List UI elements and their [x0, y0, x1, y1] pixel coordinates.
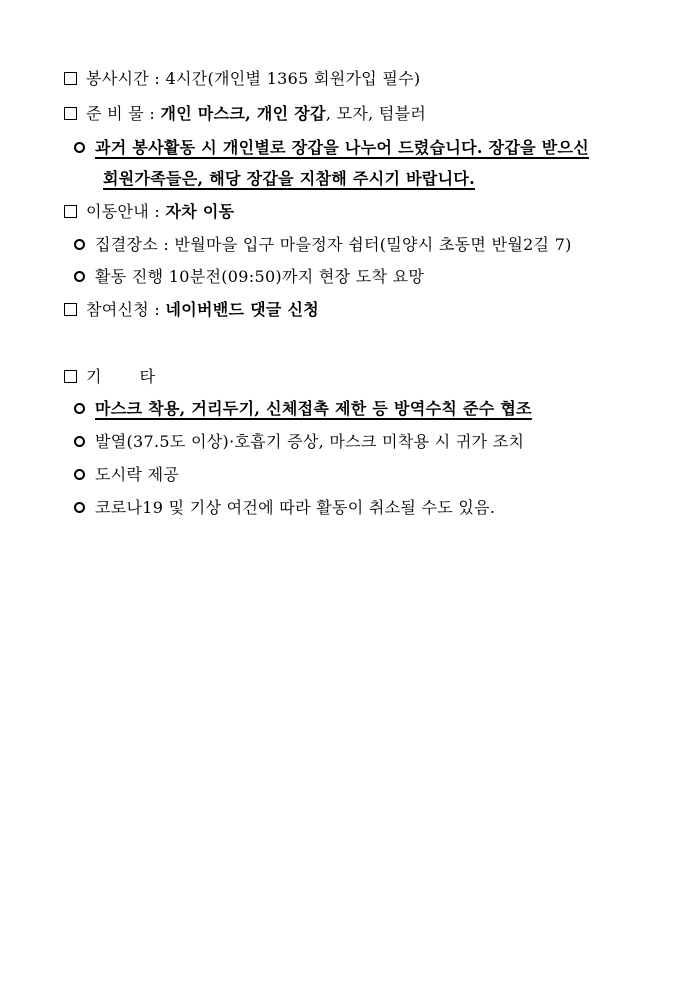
preparation-line [64, 103, 426, 125]
transport-label: 이동안내 : [86, 202, 166, 221]
preparation-other-items: , 모자, 텀블러 [325, 104, 427, 123]
circle-bullet-icon [74, 239, 85, 250]
circle-bullet-icon [74, 142, 85, 153]
checkbox-square-icon [64, 205, 77, 218]
circle-bullet-icon [74, 271, 85, 282]
circle-bullet-icon [74, 502, 85, 513]
checkbox-square-icon [64, 303, 77, 316]
circle-bullet-icon [74, 469, 85, 480]
checkbox-square-icon [64, 72, 77, 85]
etc-item [74, 398, 532, 420]
etc-label: 기 타 [86, 367, 156, 386]
volunteer-time-line [64, 68, 420, 90]
etc-item-text: 코로나19 및 기상 여건에 따라 활동이 취소될 수도 있음. [95, 498, 496, 517]
preparation-bold-items: 개인 마스크, 개인 장갑 [160, 104, 326, 123]
checkbox-square-icon [64, 370, 77, 383]
etc-line [64, 366, 155, 388]
glove-note-line-1 [74, 137, 589, 159]
glove-note-line-2 [103, 168, 475, 190]
transport-line [64, 201, 234, 223]
arrival-time-line [74, 266, 424, 288]
application-value: 네이버밴드 댓글 신청 [165, 300, 320, 319]
etc-item-text: 도시락 제공 [95, 465, 180, 484]
checkbox-square-icon [64, 107, 77, 120]
etc-item-text: 마스크 착용, 거리두기, 신체접촉 제한 등 방역수칙 준수 협조 [95, 399, 532, 418]
etc-item [74, 464, 179, 486]
application-line [64, 299, 319, 321]
volunteer-time-label: 봉사시간 : [86, 69, 166, 88]
circle-bullet-icon [74, 403, 85, 414]
application-label: 참여신청 : [86, 300, 166, 319]
volunteer-time-value: 4시간(개인별 1365 회원가입 필수) [165, 69, 421, 88]
preparation-label: 준 비 물 : [86, 104, 161, 123]
transport-value: 자차 이동 [165, 202, 235, 221]
etc-item [74, 431, 524, 453]
meeting-place-text: 집결장소 : 반월마을 입구 마을정자 쉼터(밀양시 초동면 반월2길 7) [95, 235, 572, 254]
meeting-place-line [74, 234, 572, 256]
glove-note-text-2: 회원가족들은, 해당 장갑을 지참해 주시기 바랍니다. [103, 169, 475, 188]
arrival-time-text: 활동 진행 10분전(09:50)까지 현장 도착 요망 [95, 267, 425, 286]
etc-item [74, 497, 495, 519]
circle-bullet-icon [74, 436, 85, 447]
etc-item-text: 발열(37.5도 이상)·호흡기 증상, 마스크 미착용 시 귀가 조치 [95, 432, 525, 451]
glove-note-text-1: 과거 봉사활동 시 개인별로 장갑을 나누어 드렸습니다. 장갑을 받으신 [95, 138, 590, 157]
